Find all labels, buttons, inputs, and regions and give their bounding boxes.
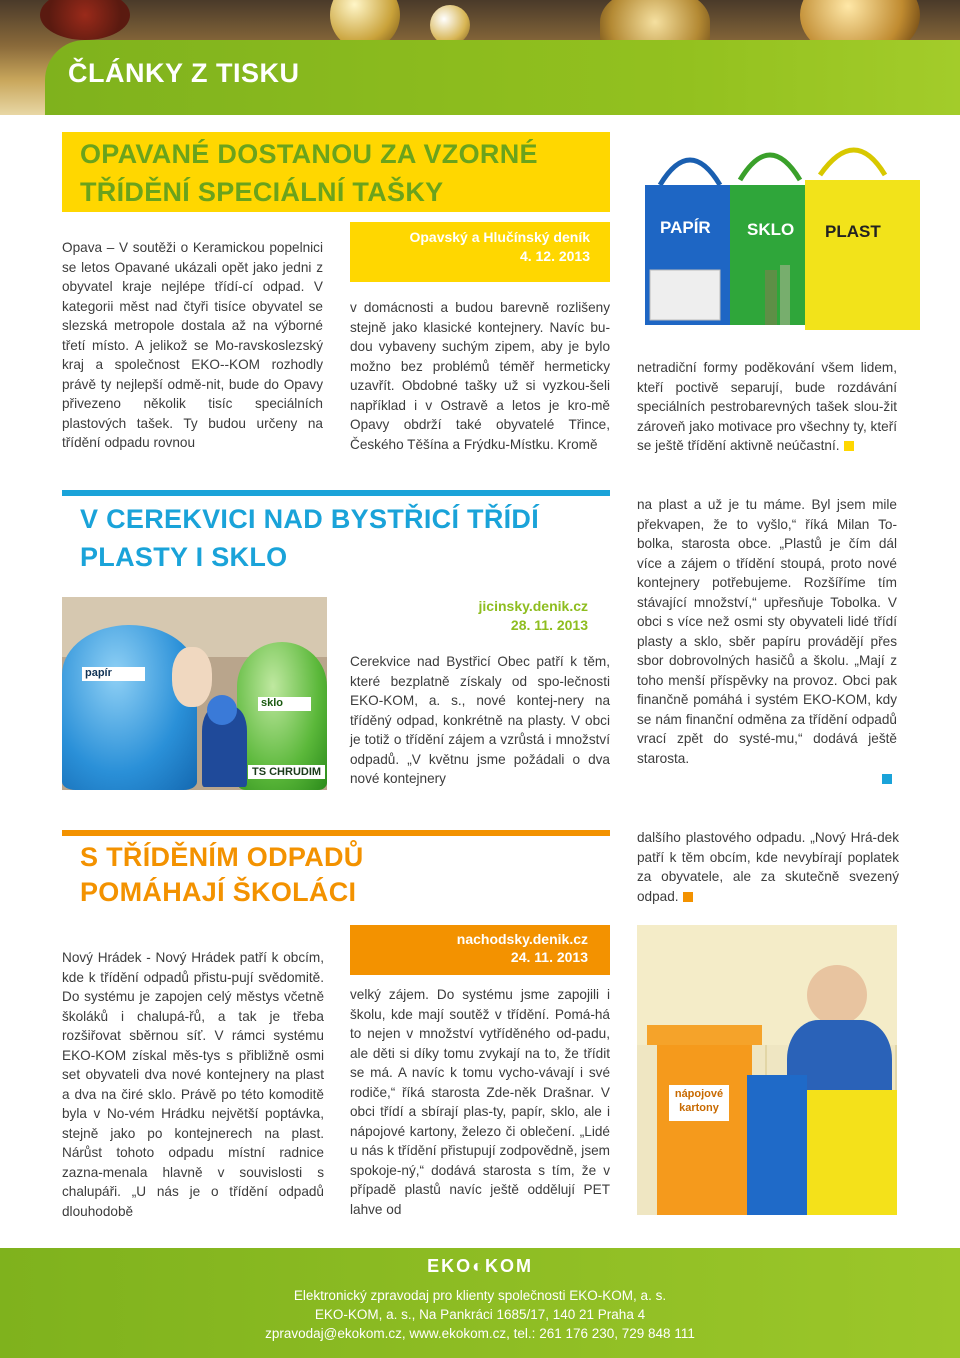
- photo-label-ts: TS CHRUDIM: [248, 765, 325, 779]
- article1-date: 4. 12. 2013: [519, 248, 590, 264]
- end-mark: [683, 892, 693, 902]
- article3-col2: velký zájem. Do systému jsme zapojili i školu, kde mají soutěž v třídění. Pomá-há to nejen v množství vytříděného od-padu, ale děti si díky tomu zvykají na to, že třídit se má. A navíc k tomu vycho-vávají i své rodiče,“ říká starosta Zde-něk Drašnar. V obci třídí a sbírají plas-ty, papír, sklo, ale i nápojové kartony, železo či oblečení. „Lidé u nás k třídění přistupují zodpovědně, jsem spokoje-ný,“ dodává starosta s tím, že v případě plastů navíc ještě oddělují PET lahve od: [350, 987, 610, 1217]
- bag-label-sklo: SKLO: [747, 220, 795, 239]
- article1-col1: Opava – V soutěži o Keramickou popelnici se letos Opavané ukázali opět jako jedni z obyvatel kraje nejlépe třídí-cí odpad. V kategorii měst nad čtyři tisíce obyvatel se slezská metropole dostala až na výborné třetí místo. A jelikož se Mo-ravskoslezský kraj a společnost EKO--KOM rozhodly právě ty nejlepší odmě-nit, bude do Opavy přivezeno několik tisíc speciálních plastových tašek. Ty budou určeny na třídění odpadu rovnou: [62, 240, 323, 450]
- article2-date: 28. 11. 2013: [510, 617, 588, 633]
- article2-title-line1: V CEREKVICI NAD BYSTŘICÍ TŘÍDÍ: [80, 504, 540, 534]
- bags-photo: [630, 130, 930, 345]
- article1-col3: netradiční formy poděkování všem lidem, kteří poctivě separují, bude rozdávání speciálních pestrobarevných tašek slou-žit zároveň jako motivace pro všechny ty, kteří se ještě třídění aktivně neúčastní.: [637, 360, 897, 453]
- article3-source: nachodsky.denik.cz: [456, 931, 588, 947]
- footer-contact[interactable]: zpravodaj@ekokom.cz, www.ekokom.cz, tel.: 261 176 230, 729 848 111: [265, 1326, 695, 1341]
- photo-label-papir: papír: [82, 667, 145, 681]
- photo-label-kartony: nápojové kartony: [669, 1085, 729, 1121]
- bag-label-plast: PLAST: [825, 222, 881, 241]
- ekokom-logo: EKO◐KOM: [427, 1256, 533, 1276]
- page-title: ČLÁNKY Z TISKU: [68, 58, 300, 88]
- photo-label-sklo: sklo: [258, 697, 311, 711]
- article3-title-line1: S TŘÍDĚNÍM ODPADŮ: [80, 842, 364, 872]
- article1-title-line1: OPAVANÉ DOSTANOU ZA VZORNÉ: [80, 139, 538, 169]
- article3-col1: Nový Hrádek - Nový Hrádek patří k obcím, kde k třídění odpadů přistu-pují svědomitě. Do systému je zapojen celý městys včetně školáků i chalupá-řů, a tak je třeba rozšiřovat sběrnou síť. V rámci systému EKO-KOM získal měs-tys s přibližně osmi set obyvateli dva nové kontejnery na plast a dva na čiré sklo. Právě po této komoditě byla v No-vém Hrádku největší poptávka, stejně jako po kontejnerech na plast. Nárůst tohoto odpadu místní radnice zazna-menala hlavně v souvislosti s chalupáři. „U nás je o třídění odpadů dlouhodobě: [62, 950, 324, 1219]
- end-mark: [882, 770, 892, 788]
- article2-source: jicinsky.denik.cz: [478, 598, 588, 614]
- containers-photo: [62, 597, 327, 790]
- footer-line1: Elektronický zpravodaj pro klienty společnosti EKO-KOM, a. s.: [293, 1288, 667, 1303]
- article1-col2: v domácnosti a budou barevně rozlišeny stejně jako klasické kontejnery. Navíc bu-dou vybaveny suchým zipem, aby je bylo možno bez problémů téměř hermeticky uzavřít. Obdobné tašky už si vyzkou-šeli například i v Ostravě a letos je kro-mě Opavy obdrží také obyvatelé Třince, Českého Těšína a Frýdku-Místku. Kromě: [350, 300, 610, 452]
- article3-title-line2: POMÁHAJÍ ŠKOLÁCI: [80, 877, 357, 907]
- article3-col3: dalšího plastového odpadu. „Nový Hrá-dek patří k těm obcím, kde nevybírají poplatek za obyvatele, ale za skutečně svezený odpad.: [637, 830, 899, 904]
- bag-label-papir: PAPÍR: [660, 218, 711, 237]
- footer-line2: EKO-KOM, a. s., Na Pankráci 1685/17, 140 21 Praha 4: [314, 1307, 646, 1322]
- article3-date: 24. 11. 2013: [510, 949, 588, 965]
- article2-col2: Cerekvice nad Bystřicí Obec patří k těm, které bezplatně získaly od spo-lečnosti EKO-KOM, a. s., nové kontej-nery na tříděný odpad, konkrétně na plasty. V obci je totiž o třídění zájem a vzrůstá i množství odpadů. „V květnu jsme požádali o dva nové kontejnery: [350, 654, 610, 786]
- school-photo: [637, 925, 897, 1215]
- article1-source: Opavský a Hlučínský deník: [409, 229, 590, 245]
- article1-title-line2: TŘÍDĚNÍ SPECIÁLNÍ TAŠKY: [80, 177, 444, 207]
- article2-title-line2: PLASTY I SKLO: [80, 542, 288, 572]
- article2-col3: na plast a už je tu máme. Byl jsem mile překvapen, že to vyšlo,“ říká Milan To-bolka, starosta obce. „Plastů je čím dál více a zájem o třídění stoupá, proto nové kontejnery potřebujeme. Rozšíříme tím stávající množství,“ upřesňuje Tobolka. V obci s více než osmi sty obyvateli lidé třídí plasty a sklo, sběr papíru provádějí přes sbor dobrovolných hasičů a školu. „Mají z toho menší příspěvky na provoz. Obci pak finančně pomáhá i systém EKO-KOM, kdy se nám finanční odměna za třídění odpadů vrací zpět do systé-mu,“ dodává ještě starosta.: [637, 497, 897, 766]
- end-mark: [844, 441, 854, 451]
